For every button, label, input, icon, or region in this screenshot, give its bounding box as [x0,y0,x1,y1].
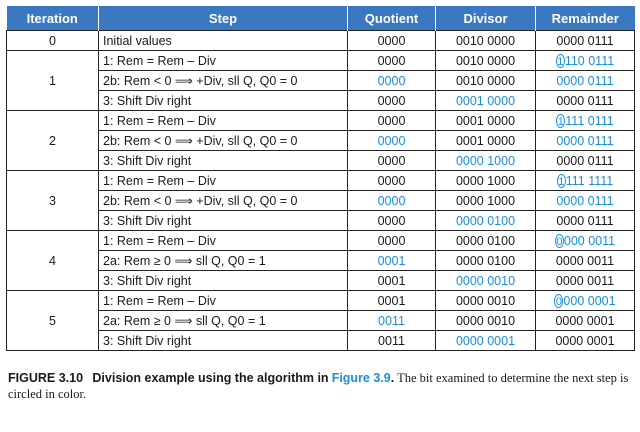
figure-caption [6,370,634,402]
step-cell: 3: Shift Div right [99,151,348,171]
quotient-cell: 0000 [348,131,436,151]
header-remainder: Remainder [536,6,635,31]
step-cell: 1: Rem = Rem – Div [99,291,348,311]
table-row [7,331,635,351]
iteration-cell: 4 [7,231,99,291]
iteration-cell: 1 [7,51,99,111]
header-step: Step [99,6,348,31]
header-divisor: Divisor [436,6,536,31]
remainder-cell: 0000 0001 [536,331,635,351]
step-cell: 1: Rem = Rem – Div [99,171,348,191]
examined-bit-circle: 1 [558,175,565,188]
quotient-cell: 0000 [348,51,436,71]
caption-title-end: . [390,371,395,385]
quotient-cell: 0000 [348,111,436,131]
remainder-cell: 0000 0011 [536,251,635,271]
divisor-cell: 0000 0010 [436,311,536,331]
table-row [7,91,635,111]
table-row [7,291,635,311]
step-cell: 3: Shift Div right [99,211,348,231]
quotient-cell: 0001 [348,271,436,291]
step-cell: 2b: Rem < 0 ⟹ +Div, sll Q, Q0 = 0 [99,71,348,91]
caption-title: Division example using the algorithm in [92,371,329,385]
table-row [7,271,635,291]
divisor-cell: 0000 1000 [436,151,536,171]
remainder-cell: 0000 0111 [536,91,635,111]
remainder-rest-bits: 110 0111 [564,53,615,68]
figure-container [6,6,634,402]
caption-text: The bit examined to determine the next step is circled in color. [8,371,629,401]
quotient-cell: 0001 [348,251,436,271]
remainder-cell [536,51,635,71]
caption-figure-link[interactable]: Figure 3.9 [331,371,391,385]
remainder-rest-bits: 111 1111 [565,173,614,188]
remainder-cell: 0000 0111 [536,131,635,151]
quotient-cell: 0000 [348,71,436,91]
iteration-cell: 2 [7,111,99,171]
step-cell: 2a: Rem ≥ 0 ⟹ sll Q, Q0 = 1 [99,311,348,331]
caption-label: FIGURE 3.10 [8,371,84,385]
remainder-cell [536,291,635,311]
divisor-cell: 0000 0100 [436,251,536,271]
division-table [6,6,635,351]
header-iteration: Iteration [7,6,99,31]
examined-bit-circle: 1 [557,55,564,68]
step-cell: 3: Shift Div right [99,331,348,351]
remainder-cell [536,111,635,131]
remainder-rest-bits: 000 0011 [563,233,616,248]
quotient-cell: 0000 [348,231,436,251]
quotient-cell: 0000 [348,151,436,171]
divisor-cell: 0001 0000 [436,111,536,131]
quotient-cell: 0011 [348,311,436,331]
divisor-cell: 0001 0000 [436,131,536,151]
quotient-cell: 0000 [348,31,436,51]
remainder-rest-bits: 111 0111 [565,113,614,128]
divisor-cell: 0000 0100 [436,211,536,231]
remainder-cell: 0000 0111 [536,151,635,171]
remainder-cell: 0000 0011 [536,271,635,291]
divisor-cell: 0000 0010 [436,271,536,291]
table-row [7,31,635,51]
table-body [7,31,635,351]
divisor-cell: 0000 0001 [436,331,536,351]
examined-bit-circle: 1 [557,115,564,128]
step-cell: 1: Rem = Rem – Div [99,51,348,71]
step-cell: 1: Rem = Rem – Div [99,111,348,131]
step-cell: 3: Shift Div right [99,91,348,111]
table-row [7,211,635,231]
quotient-cell: 0011 [348,331,436,351]
quotient-cell: 0000 [348,191,436,211]
header-quotient: Quotient [348,6,436,31]
divisor-cell: 0010 0000 [436,31,536,51]
table-row [7,251,635,271]
table-row [7,131,635,151]
step-cell: Initial values [99,31,348,51]
table-row [7,311,635,331]
step-cell: 2b: Rem < 0 ⟹ +Div, sll Q, Q0 = 0 [99,191,348,211]
remainder-cell: 0000 0111 [536,211,635,231]
quotient-cell: 0000 [348,171,436,191]
step-cell: 1: Rem = Rem – Div [99,231,348,251]
header-row [7,6,635,31]
remainder-cell [536,171,635,191]
remainder-cell: 0000 0001 [536,311,635,331]
quotient-cell: 0001 [348,291,436,311]
table-row [7,71,635,91]
table-row [7,191,635,211]
iteration-cell: 5 [7,291,99,351]
remainder-cell: 0000 0111 [536,71,635,91]
divisor-cell: 0001 0000 [436,91,536,111]
table-row [7,51,635,71]
remainder-cell: 0000 0111 [536,31,635,51]
divisor-cell: 0000 0010 [436,291,536,311]
remainder-cell [536,231,635,251]
step-cell: 3: Shift Div right [99,271,348,291]
quotient-cell: 0000 [348,91,436,111]
table-row [7,111,635,131]
iteration-cell: 0 [7,31,99,51]
step-cell: 2a: Rem ≥ 0 ⟹ sll Q, Q0 = 1 [99,251,348,271]
remainder-rest-bits: 000 0001 [563,293,616,308]
examined-bit-circle: 0 [556,235,563,248]
divisor-cell: 0010 0000 [436,51,536,71]
divisor-cell: 0000 1000 [436,191,536,211]
iteration-cell: 3 [7,171,99,231]
table-row [7,151,635,171]
examined-bit-circle: 0 [555,295,562,308]
remainder-cell: 0000 0111 [536,191,635,211]
table-row [7,231,635,251]
divisor-cell: 0000 1000 [436,171,536,191]
divisor-cell: 0010 0000 [436,71,536,91]
quotient-cell: 0000 [348,211,436,231]
table-row [7,171,635,191]
divisor-cell: 0000 0100 [436,231,536,251]
step-cell: 2b: Rem < 0 ⟹ +Div, sll Q, Q0 = 0 [99,131,348,151]
